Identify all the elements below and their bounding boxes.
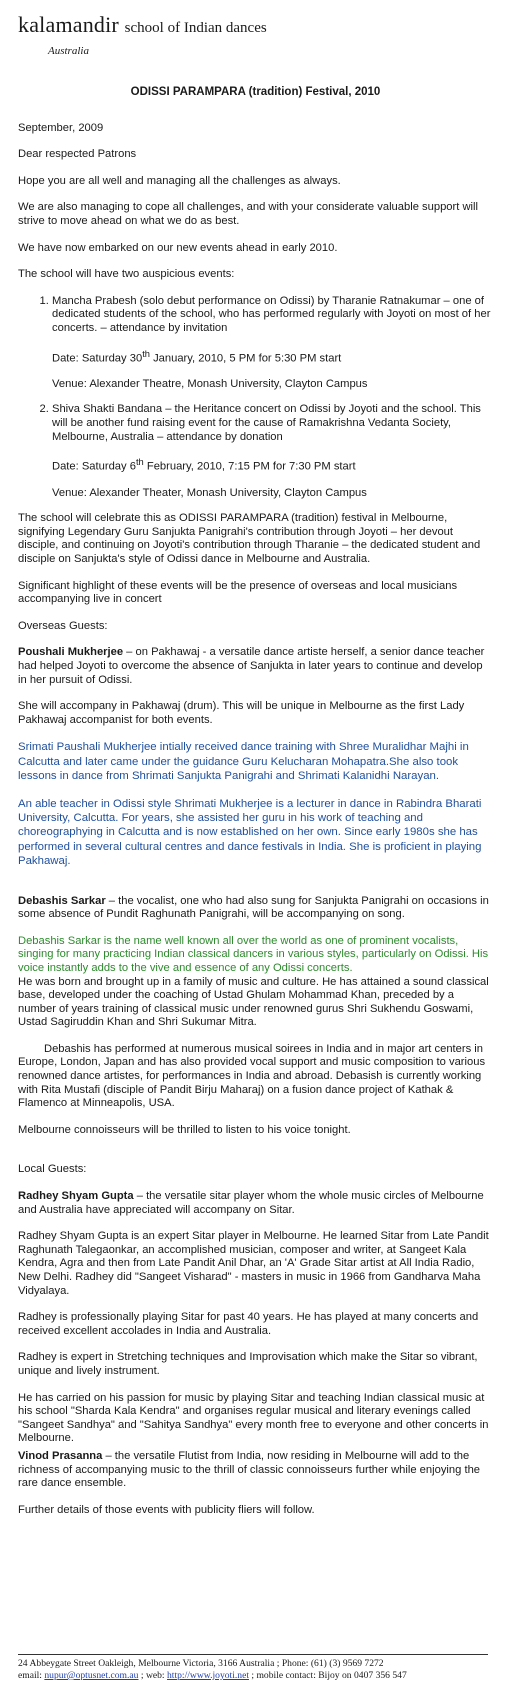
event-venue: Venue: Alexander Theater, Monash University, Clayton Campus [52, 486, 367, 499]
brand-name: kalamandir [18, 12, 119, 37]
mobile-contact: ; mobile contact: Bijoy on 0407 356 547 [249, 1670, 407, 1681]
event-item [52, 403, 493, 500]
footer-address: 24 Abbeygate Street Oakleigh, Melbourne Victoria, 3166 Australia ; Phone: (61) (3) 9569 7272 [18, 1658, 384, 1669]
brand-tagline: school of Indian dances [124, 20, 267, 36]
guest-paragraph: Debashis has performed at numerous musical soirees in India and in major art centers in Europe, London, Japan and has also provided vocal support and music composition to various renowned dance artistes, for performances in India and abroad. Debasish is currently working with Rita Mustafi (disciple of Pandit Birju Maharaj) on a fusion dance project of Kathak & Flamenco at Minneapolis, USA. [18, 1042, 486, 1110]
guest-debashis [18, 895, 493, 922]
email-link[interactable]: nupur@optusnet.com.au [44, 1670, 139, 1681]
guest-desc: – the vocalist, one who had also sung for Sanjukta Panigrahi on occasions in some absence of Pundit Raghunath Panigrahi, will be accompanying on song. [18, 894, 489, 921]
event-venue: Venue: Alexander Theatre, Monash University, Clayton Campus [52, 377, 368, 390]
page-title: ODISSI PARAMPARA (tradition) Festival, 2010 [130, 86, 381, 98]
guest-bio-blue: An able teacher in Odissi style Shrimati Mukherjee is a lecturer in dance in Rabindra Bharati University, Calcutta. For years, she assisted her guru in his work of teaching and choreographying in Calcutta and is now established on her own. Since early 1980s she has performed in several cultural centres and dance festivals in India. She is proficient in playing Pakhawaj. [18, 797, 482, 868]
web-link[interactable]: http://www.joyoti.net [167, 1670, 249, 1681]
email-label: email: [18, 1670, 45, 1681]
letter-date: September, 2009 [18, 121, 104, 134]
event-date-text: Date: Saturday 30 [52, 352, 143, 365]
guest-desc: – on Pakhawaj - a versatile dance artiste herself, a senior dance teacher had helped Joyoti to overcome the absence of Sanjukta in later years to continue and develop in her pursuit of Odissi. [18, 646, 485, 686]
guest-bio-blue: Srimati Paushali Mukherjee intially received dance training with Shree Muralidhar Majhi in Calcutta and later came under the guidance Guru Kelucharan Mohapatra.She also took lessons in dance from Shrimati Sanjukta Panigrahi and Shrimati Kalanidhi Narayan. [18, 741, 469, 783]
event-date-rest: January, 2010, 5 PM for 5:30 PM start [149, 352, 342, 365]
guest-paragraph: She will accompany in Pakhawaj (drum). This will be unique in Melbourne as the first Lady Pakhawaj accompanist for both events. [18, 700, 465, 726]
guest-name: Poushali Mukherjee [18, 646, 124, 659]
letter-body [18, 86, 493, 1530]
guest-radhey [18, 1190, 493, 1217]
guest-name: Debashis Sarkar [18, 894, 106, 907]
guest-poushali [18, 646, 493, 687]
closing-paragraph: Further details of those events with publicity fliers will follow. [18, 1503, 315, 1516]
intro-paragraph: We are also managing to cope all challenges, and with your considerate valuable support will strive to move ahead on what we do as best. [18, 201, 478, 227]
letterhead [18, 14, 267, 57]
guest-name: Vinod Prasanna [18, 1449, 103, 1462]
guest-paragraph: Radhey is professionally playing Sitar for past 40 years. He has played at many concerts and received excellent accolades in India and Australia. [18, 1311, 479, 1337]
event-date-rest: February, 2010, 7:15 PM for 7:30 PM start [143, 460, 356, 473]
guest-desc: – the versatile sitar player whom the whole music circles of Melbourne and Australia have appreciated will accompany on Sitar. [18, 1190, 484, 1216]
web-label: ; web: [138, 1670, 167, 1681]
brand-logo [18, 14, 267, 39]
event-date [52, 348, 493, 366]
guest-paragraph: Radhey is expert in Stretching techniques and Improvisation which make the Sitar so vibrant, unique and lively instrument. [18, 1351, 478, 1377]
event-description: 2. Shiva Shakti Bandana – the Heritance concert on Odissi by Joyoti and the school. This will be another fund raising event for the cause of Ramakrishna Vedanta Society, Melbourne, Australia – attendance by donation [52, 403, 481, 443]
guest-paragraph: Radhey Shyam Gupta is an expert Sitar player in Melbourne. He learned Sitar from Late Pandit Raghunath Talegaonkar, an accomplished musician, composer and writer, at Sangeet Kala Kendra, Agra and then from Late Pandit Anil Dhar, an 'A' Grade Sitar artist at All India Radio, New Delhi. Radhey did "Sangeet Visharad" - masters in music in 1966 from Gandharva Maha Vidyalaya. [18, 1230, 489, 1297]
celebration-paragraph: The school will celebrate this as ODISSI PARAMPARA (tradition) festival in Melbourne, signifying Legendary Guru Sanjukta Panigrahi's contribution through Joyoti – her devout disciple, and continuing on Joyoti's contribution through Tharanie – the dedicated student and disciple on Sanjukta's style of Odissi dance in Melbourne and Australia. [18, 512, 481, 565]
footer-contact [18, 1670, 488, 1682]
event-item [52, 295, 493, 392]
salutation: Dear respected Patrons [18, 148, 137, 161]
highlight-paragraph: Significant highlight of these events will be the presence of overseas and local musicians accompanying live in concert [18, 579, 458, 606]
intro-paragraph: Hope you are all well and managing all the challenges as always. [18, 174, 341, 187]
local-heading: Local Guests: [18, 1163, 87, 1176]
overseas-heading: Overseas Guests: [18, 619, 108, 632]
guest-paragraph: He was born and brought up in a family of music and culture. He has attained a sound classical base, developed under the coaching of Ustad Ghulam Mohammad Khan, preceded by a number of years training of classical music under renowned gurus Shri Sukhendu Goswami, Ustad Sagiruddin Khan and Shri Sukumar Mitra. [18, 975, 489, 1029]
intro-paragraph: The school will have two auspicious events: [18, 268, 235, 281]
guest-name: Radhey Shyam Gupta [18, 1190, 134, 1203]
intro-paragraph: We have now embarked on our new events ahead in early 2010. [18, 241, 338, 254]
event-date-suffix: th [142, 348, 150, 359]
event-description: 1. Mancha Prabesh (solo debut performance on Odissi) by Tharanie Ratnakumar – one of dedicated students of the school, who has performed regularly with Joyoti on most of her concerts. – attendance by invitation [52, 294, 491, 334]
guest-desc: – the versatile Flutist from India, now residing in Melbourne will add to the richness of accompanying music to the thrill of classic connoisseurs further while enjoying the rare dance ensemble. [18, 1449, 481, 1490]
guest-paragraph: Melbourne connoisseurs will be thrilled to listen to his voice tonight. [18, 1123, 351, 1136]
brand-subtitle: Australia [48, 45, 89, 57]
event-date [52, 456, 493, 474]
footer [18, 1654, 488, 1682]
guest-vinod [18, 1450, 493, 1491]
event-date-suffix: th [135, 457, 144, 468]
events-list [18, 295, 493, 500]
guest-bio-green: Debashis Sarkar is the name well known all over the world as one of prominent vocalists, singing for many practicing Indian classical dancers in various styles, particularly on Odissi. His voice instantly adds to the vive and essence of any Odissi concerts. [18, 934, 489, 974]
event-date-text: Date: Saturday 6 [52, 460, 136, 473]
guest-paragraph: He has carried on his passion for music by playing Sitar and teaching Indian classical music at his school "Sharda Kala Kendra" and organises regular musical and literary evenings called "Sangeet Sandhya" and "Sahitya Sandhya" every month free to everyone and other concerts in Melbourne. [18, 1391, 489, 1445]
